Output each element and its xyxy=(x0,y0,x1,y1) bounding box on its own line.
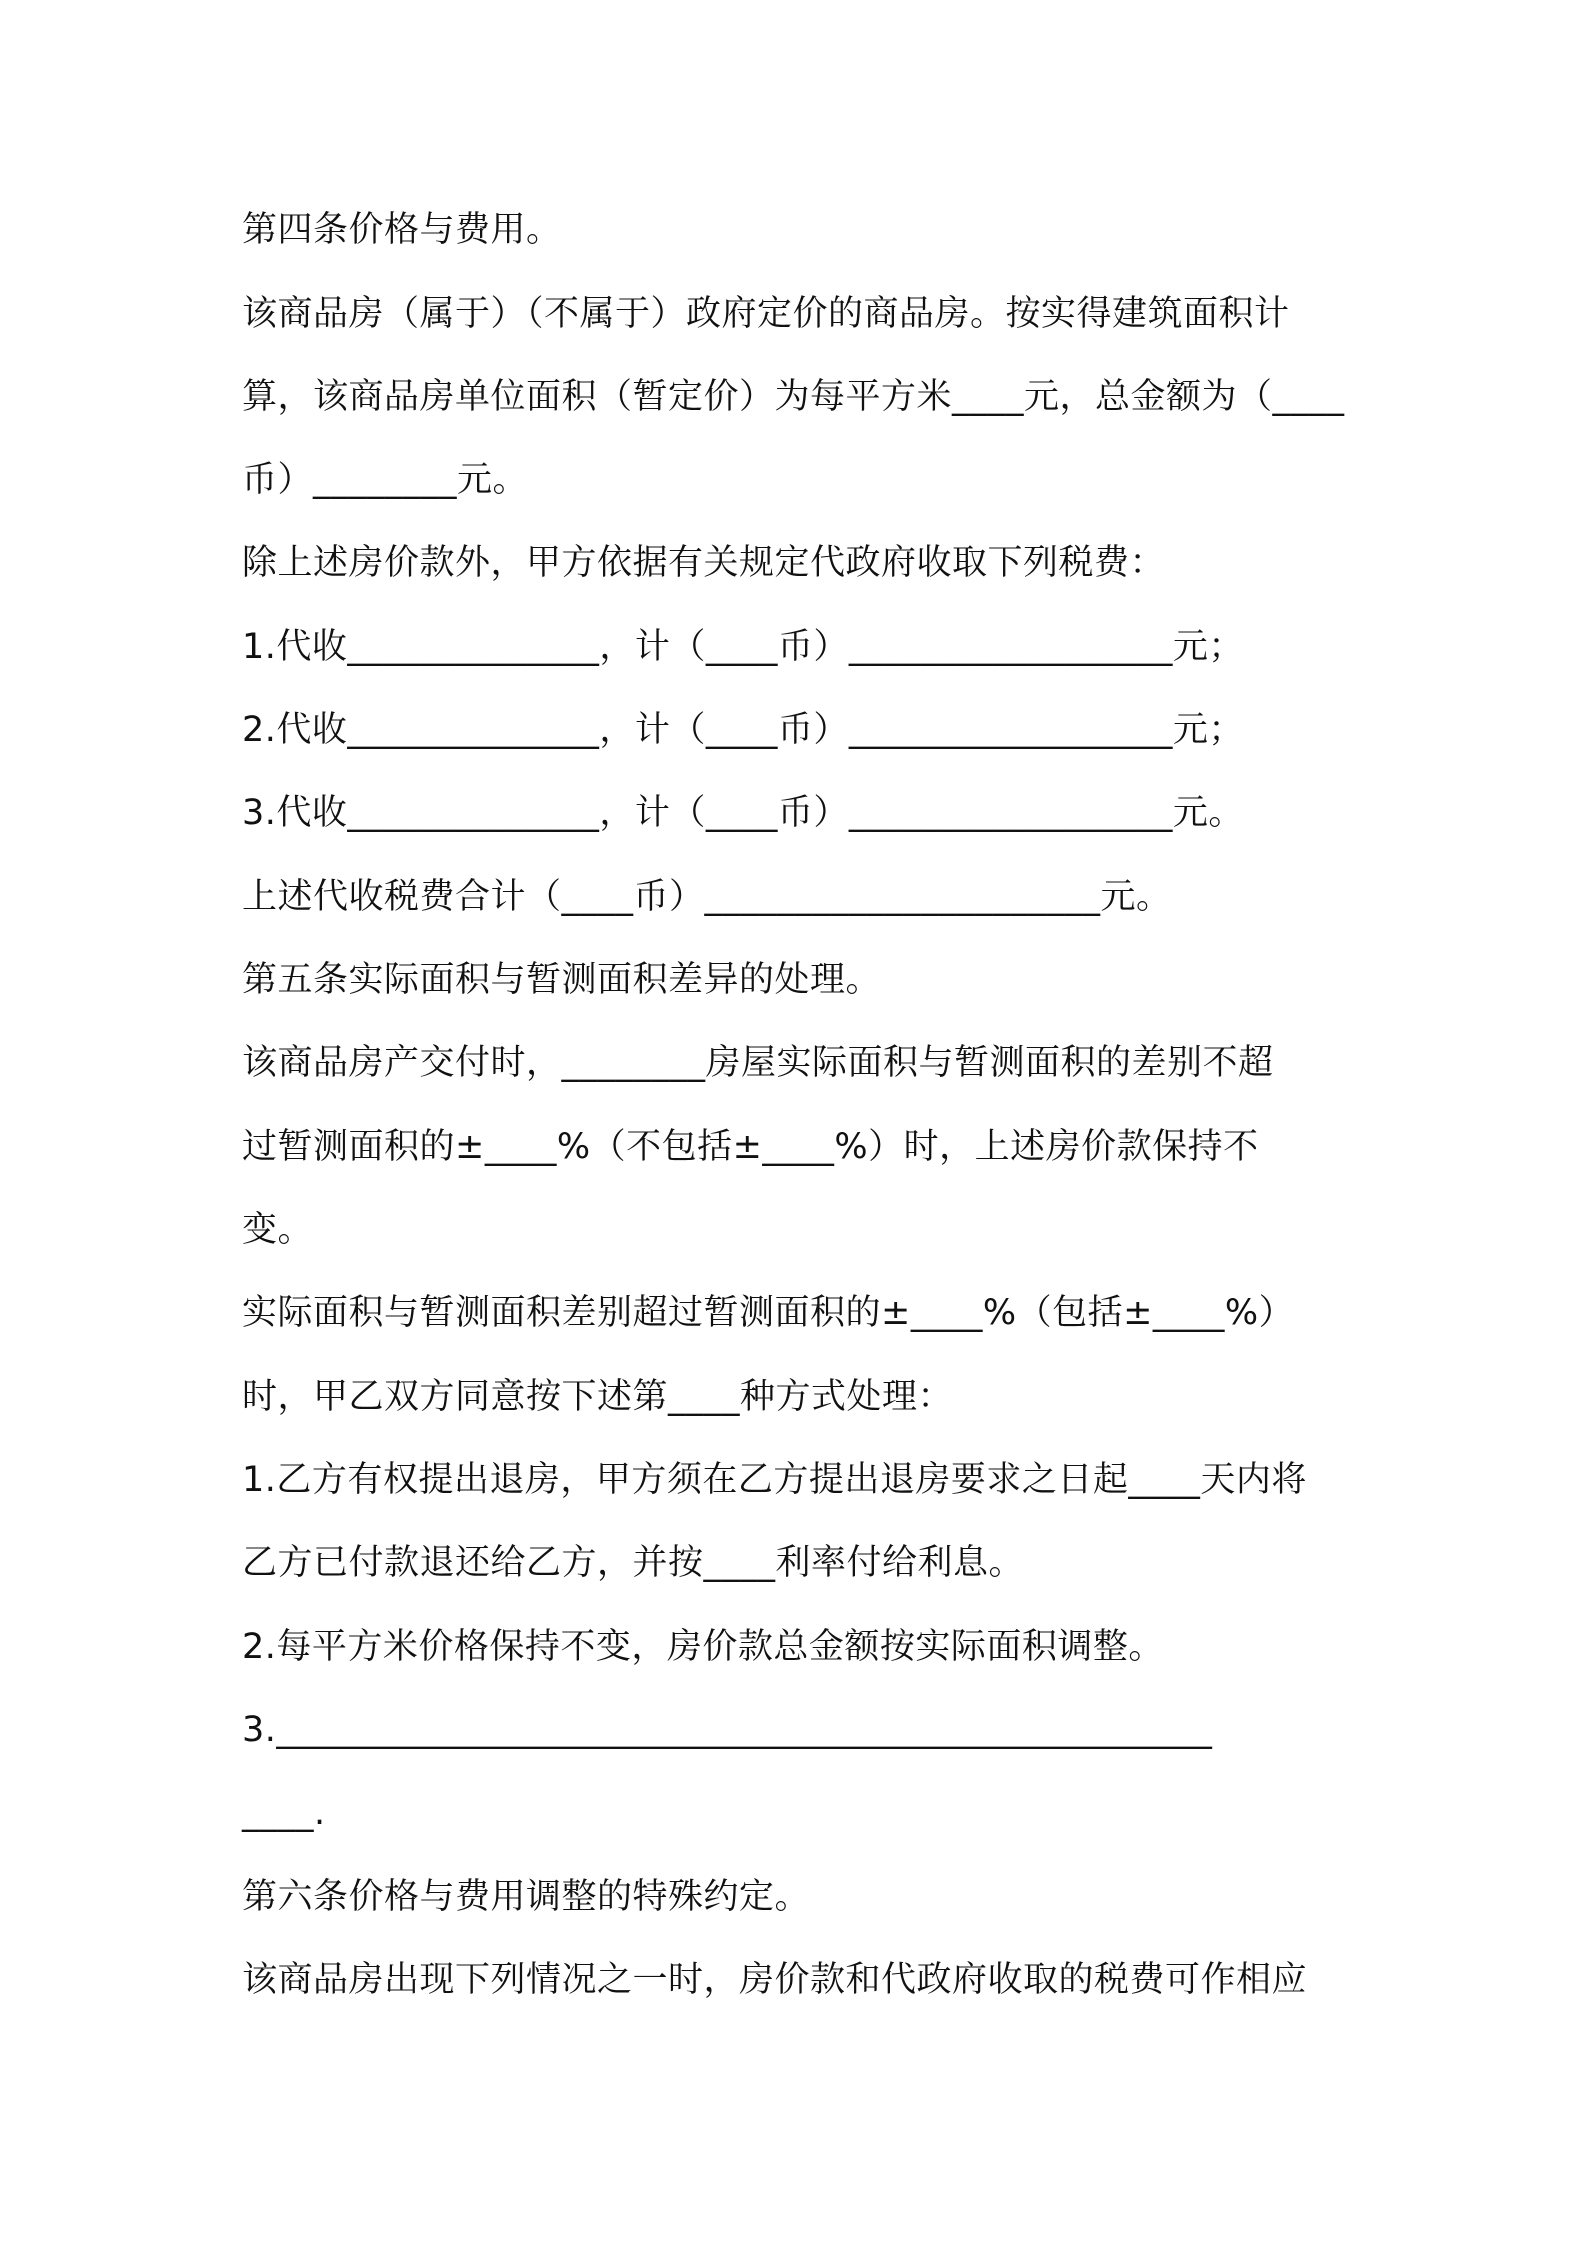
paragraph-line: 过暂测面积的±____%（不包括±____%）时，上述房价款保持不 xyxy=(242,1127,1259,1167)
paragraph-line: 该商品房（属于）（不属于）政府定价的商品房。按实得建筑面积计 xyxy=(242,294,1290,334)
paragraph-line: 该商品房产交付时，________房屋实际面积与暂测面积的差别不超 xyxy=(242,1043,1274,1083)
option-1-line: 乙方已付款退还给乙方，并按____利率付给利息。 xyxy=(242,1543,1025,1583)
paragraph-line: 变。 xyxy=(242,1210,314,1250)
tax-item-2: 2.代收______________，计（____币）__________________元； xyxy=(242,710,1244,750)
heading-article-5: 第五条实际面积与暂测面积差异的处理。 xyxy=(242,960,882,1000)
tax-item-3: 3.代收______________，计（____币）__________________元。 xyxy=(242,793,1244,833)
tax-item-1: 1.代收______________，计（____币）__________________元； xyxy=(242,627,1244,667)
heading-article-6: 第六条价格与费用调整的特殊约定。 xyxy=(242,1877,811,1917)
option-3-line: ____. xyxy=(242,1793,326,1833)
option-3-line: 3.____________________________________________________ xyxy=(242,1710,1213,1750)
paragraph-line: 算，该商品房单位面积（暂定价）为每平方米____元，总金额为（____ xyxy=(242,377,1345,417)
option-1-line: 1.乙方有权提出退房，甲方须在乙方提出退房要求之日起____天内将 xyxy=(242,1460,1307,1500)
paragraph-line: 实际面积与暂测面积差别超过暂测面积的±____%（包括±____%） xyxy=(242,1293,1295,1333)
paragraph-line: 币）________元。 xyxy=(242,460,529,500)
option-2-line: 2.每平方米价格保持不变，房价款总金额按实际面积调整。 xyxy=(242,1627,1164,1667)
paragraph-line: 除上述房价款外，甲方依据有关规定代政府收取下列税费： xyxy=(242,543,1166,583)
paragraph-line: 该商品房出现下列情况之一时，房价款和代政府收取的税费可作相应 xyxy=(242,1960,1308,2000)
tax-total-line: 上述代收税费合计（____币）______________________元。 xyxy=(242,877,1172,917)
heading-article-4: 第四条价格与费用。 xyxy=(242,210,562,250)
paragraph-line: 时，甲乙双方同意按下述第____种方式处理： xyxy=(242,1377,954,1417)
